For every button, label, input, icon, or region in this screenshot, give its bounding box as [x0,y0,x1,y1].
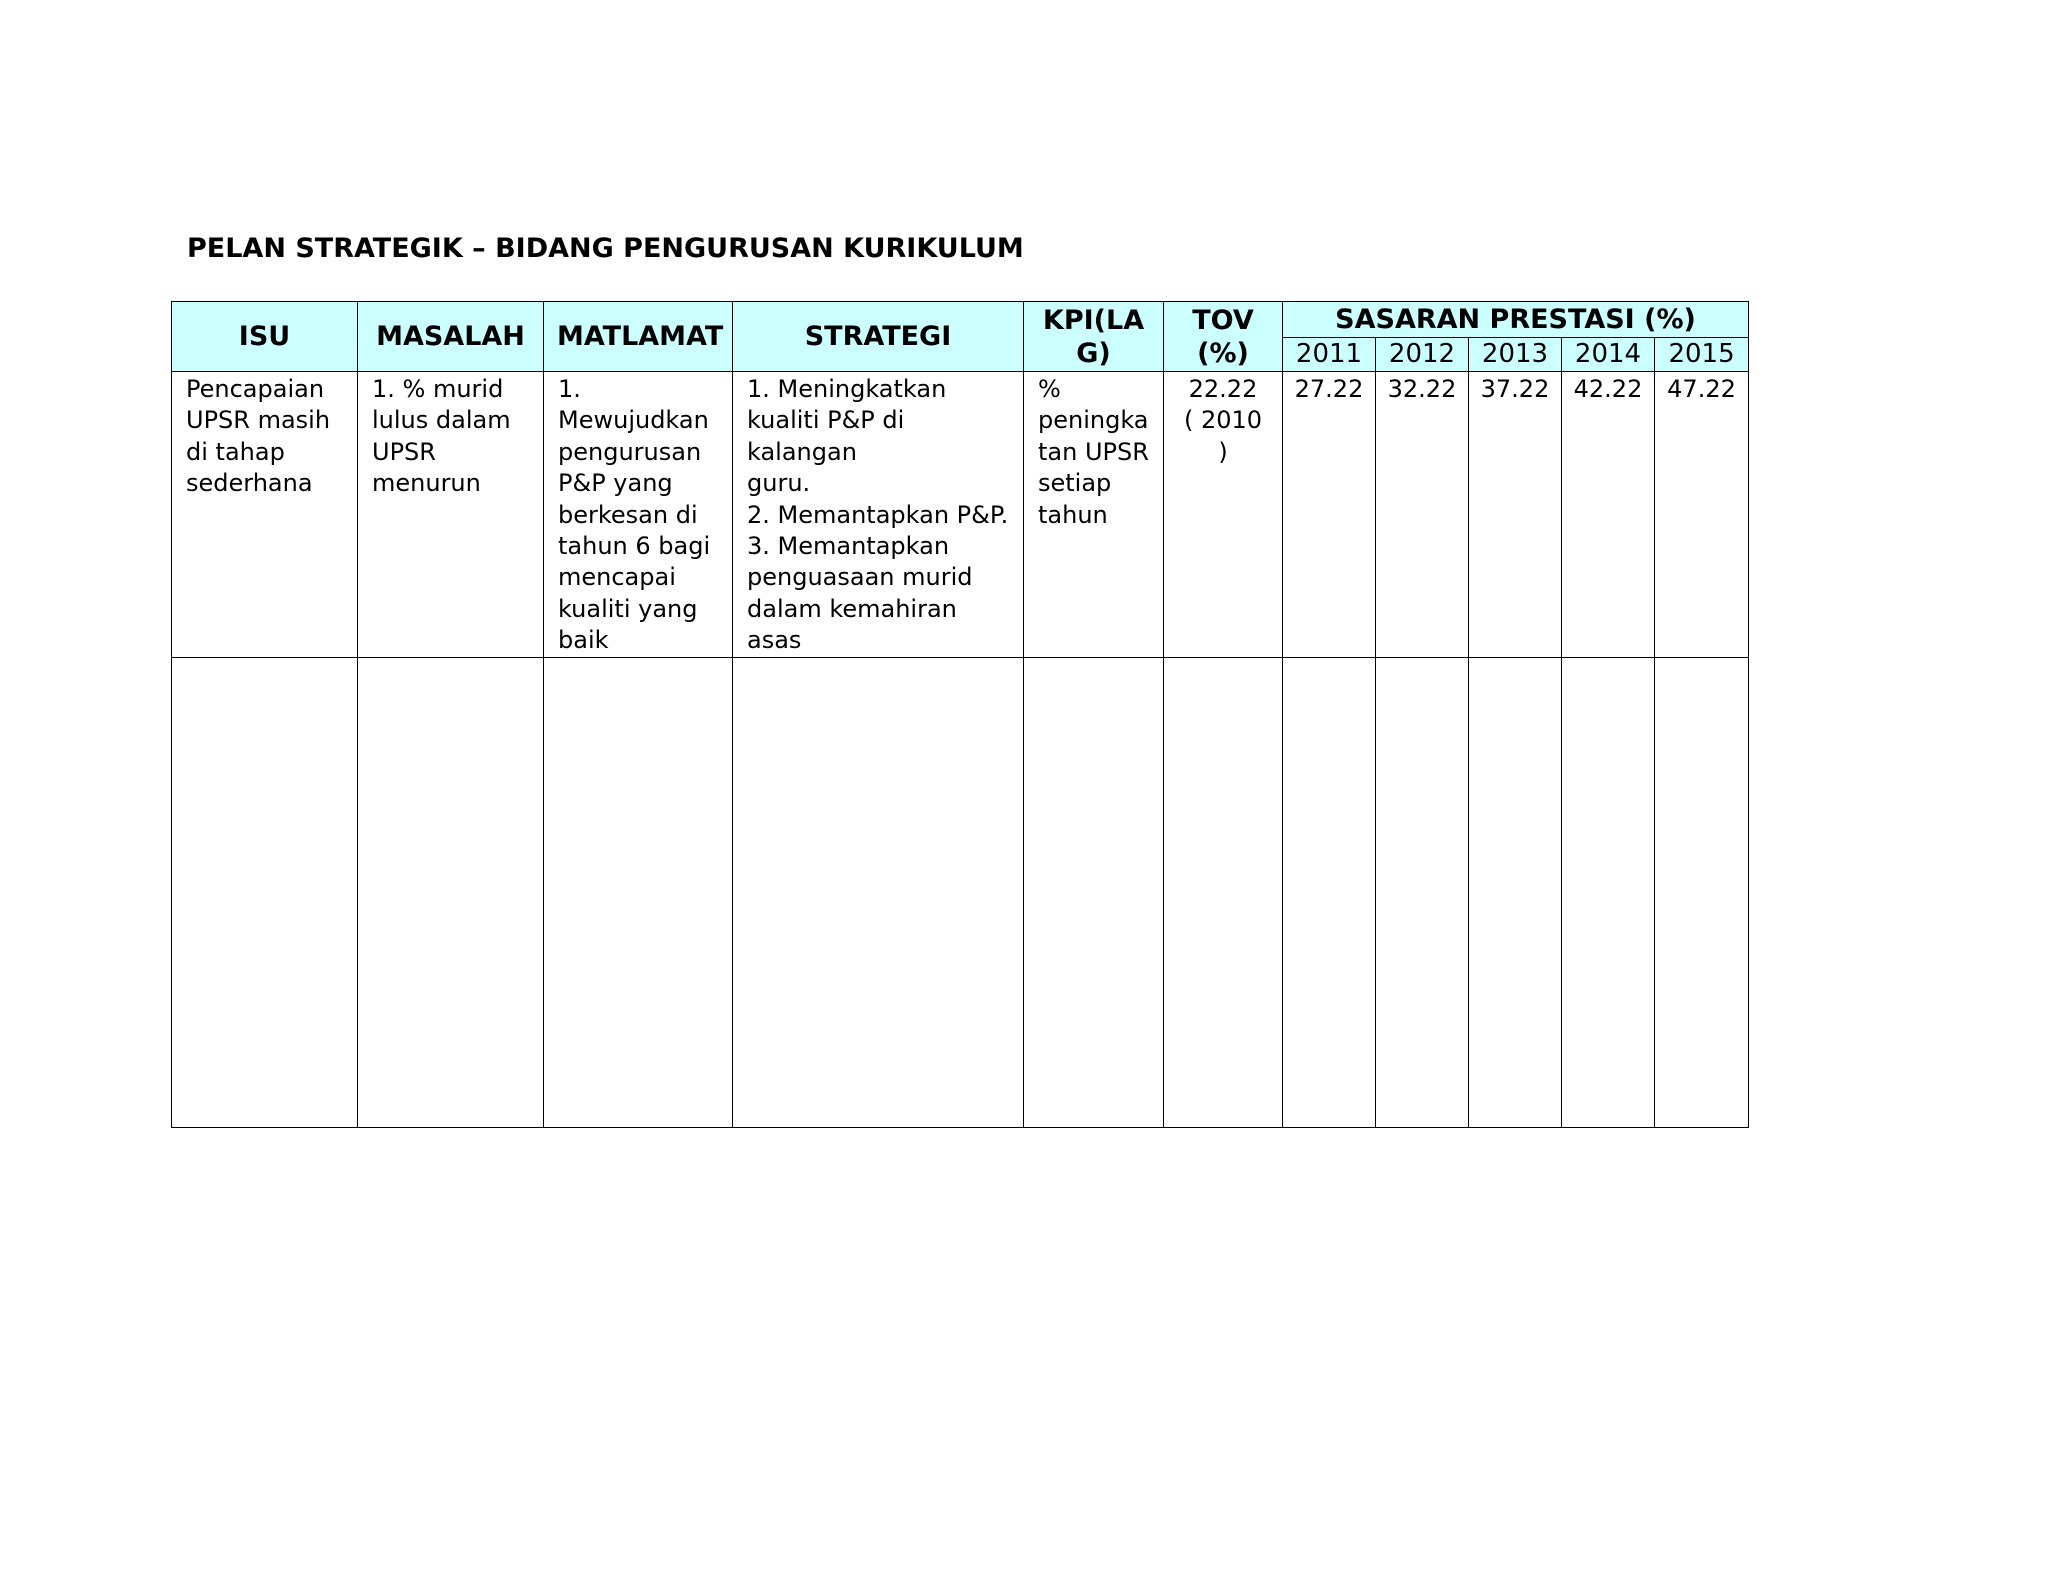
header-year: 2015 [1655,338,1749,372]
header-kpi: KPI(LA G) [1024,302,1164,372]
header-matlamat: MATLAMAT [544,302,733,372]
header-tov: TOV (%) [1164,302,1283,372]
cell-target: 32.22 [1376,372,1469,658]
cell-target: 27.22 [1283,372,1376,658]
cell-strategi [733,657,1024,1127]
header-year: 2014 [1562,338,1655,372]
cell-masalah: 1. % murid lulus dalam UPSR menurun [358,372,544,658]
document-title: PELAN STRATEGIK – BIDANG PENGURUSAN KURIKULUM [187,233,1024,264]
cell-kpi [1024,657,1164,1127]
header-isu: ISU [172,302,358,372]
cell-target: 37.22 [1469,372,1562,658]
cell-target: 42.22 [1562,372,1655,658]
cell-isu [172,657,358,1127]
cell-tov [1164,657,1283,1127]
header-year: 2012 [1376,338,1469,372]
header-sasaran-prestasi: SASARAN PRESTASI (%) [1283,302,1749,338]
cell-tov: 22.22 ( 2010 ) [1164,372,1283,658]
table-row [172,372,1749,658]
cell-strategi: 1. Meningkatkan kualiti P&P di kalangan guru. 2. Memantapkan P&P. 3. Memantapkan penguasaan murid dalam kemahiran asas [733,372,1024,658]
cell-target [1469,657,1562,1127]
cell-target [1283,657,1376,1127]
strategic-plan-table [171,301,1749,1128]
table-row [172,657,1749,1127]
cell-target [1562,657,1655,1127]
cell-isu: Pencapaian UPSR masih di tahap sederhana [172,372,358,658]
header-masalah: MASALAH [358,302,544,372]
cell-target [1376,657,1469,1127]
cell-matlamat [544,657,733,1127]
cell-target: 47.22 [1655,372,1749,658]
header-row [172,302,1749,338]
header-strategi: STRATEGI [733,302,1024,372]
cell-matlamat: 1. Mewujudkan pengurusan P&P yang berkesan di tahun 6 bagi mencapai kualiti yang baik [544,372,733,658]
header-year: 2013 [1469,338,1562,372]
header-year: 2011 [1283,338,1376,372]
cell-kpi: % peningka tan UPSR setiap tahun [1024,372,1164,658]
cell-target [1655,657,1749,1127]
cell-masalah [358,657,544,1127]
